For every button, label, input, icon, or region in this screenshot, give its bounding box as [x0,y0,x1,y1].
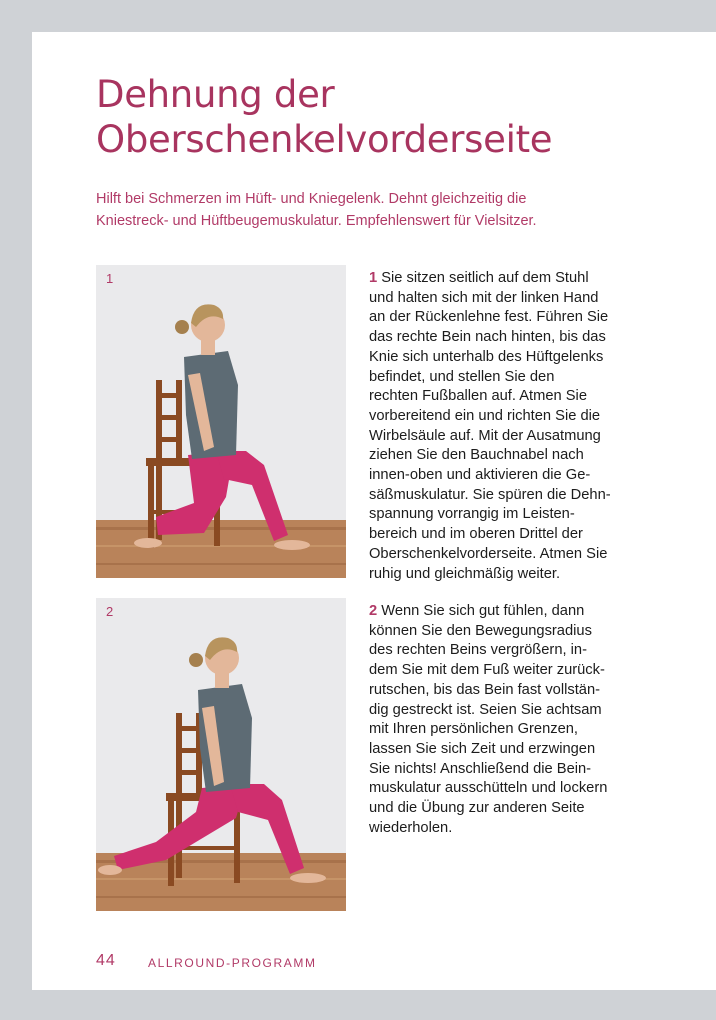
page-title-line-2: Oberschenkelvorderseite [96,118,553,161]
photo-1-number: 1 [106,271,114,286]
page-title [96,72,656,162]
book-page [32,32,716,990]
step-1-number: 1 [369,270,378,286]
section-name: ALLROUND-PROGRAMM [148,956,317,970]
step-1-text [369,269,631,584]
intro-text [96,188,636,232]
photo-2-number: 2 [106,604,114,619]
photo-2-illustration [96,598,346,911]
photo-2-shirt [198,684,252,792]
page-number: 44 [96,952,116,969]
page-title-line-1: Dehnung der [96,73,335,116]
exercise-photo-2 [96,598,346,911]
step-1-body: Sie sitzen seitlich auf dem Stuhl und halten sich mit der linken Hand an der Rückenlehne fest. Führen Sie das rechte Bein nach hinten, bis das Knie sich unterhalb des Hüftgelenks befindet, und stellen Sie den rechten Fußballen auf. Atmen Sie vorbereitend ein und richten Sie die Wirbelsäule auf. Mit der Ausatmung ziehen Sie den Bauchnabel nach innen-oben und aktivieren die Ge- säßmuskulatur. Sie spüren die Dehn- spannung vorrangig im Leisten- bereich und im oberen Drittel der Oberschenkelvorderseite. Atmen Sie ruhig und gleichmäßig weiter. [369,270,611,582]
step-2-number: 2 [369,603,378,619]
photo-1-illustration [96,265,346,578]
step-2-text [369,602,631,838]
intro-line-1: Hilft bei Schmerzen im Hüft- und Kniegelenk. Dehnt gleichzeitig die [96,191,527,207]
exercise-photo-1 [96,265,346,578]
step-2-body: Wenn Sie sich gut fühlen, dann können Sie den Bewegungsradius des rechten Beins vergrößern, in- dem Sie mit dem Fuß weiter zurück- rutschen, bis das Bein fast vollstän- dig gestreckt ist. Seien Sie achtsam mit Ihren persönlichen Grenzen, lassen Sie sich Zeit und erzwingen Sie nichts! Anschließend die Bein- muskulatur ausschütteln und lockern und die Übung zur anderen Seite wiederholen. [369,603,608,836]
intro-line-2: Kniestreck- und Hüftbeugemuskulatur. Empfehlenswert für Vielsitzer. [96,213,537,229]
